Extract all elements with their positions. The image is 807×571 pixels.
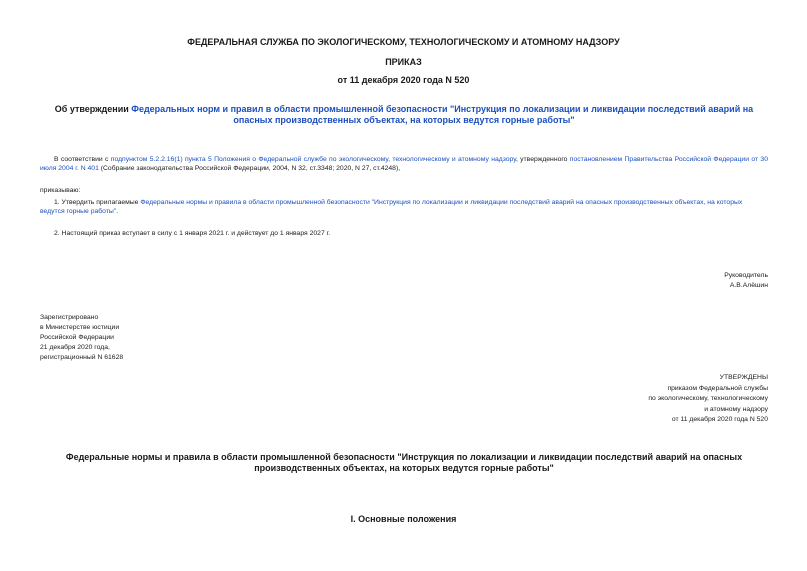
subject-link[interactable]: Федеральных норм и правил в области промышленной безопасности "Инструкция по локализации и ликвидации последствий аварий на опасных производственных объектах, на которых ведутся горные работы" xyxy=(131,104,754,125)
order-subject xyxy=(40,104,768,126)
preamble-tail: (Собрание законодательства Российской Федерации, 2004, N 32, ст.3348; 2020, N 27, ст.4248), xyxy=(98,165,401,172)
approval-block xyxy=(500,373,768,426)
document-type: ПРИКАЗ xyxy=(385,57,422,67)
item1-link[interactable]: Федеральные нормы и правила в области промышленной безопасности "Инструкция по локализации и ликвидации последствий аварий на опасных производственных объектах, на которых ведутся горные работы" xyxy=(40,199,743,215)
preamble-link-decree[interactable]: постановлением Правительства Российской Федерации от 30 июля 2004 г. N 401 xyxy=(40,156,768,172)
approval-line-3: по экологическому, технологическому xyxy=(648,395,768,402)
agency-name: ФЕДЕРАЛЬНАЯ СЛУЖБА ПО ЭКОЛОГИЧЕСКОМУ, ТЕХНОЛОГИЧЕСКОМУ И АТОМНОМУ НАДЗОРУ xyxy=(187,37,620,47)
registration-line-4: 21 декабря 2020 года, xyxy=(40,344,110,351)
signature-name: А.В.Алёшин xyxy=(729,282,768,289)
item1-suffix: . xyxy=(116,208,119,215)
approval-line-4: и атомному надзору xyxy=(704,405,768,413)
subject-prefix: Об утверждении xyxy=(54,104,132,114)
signature-role: Руководитель xyxy=(724,272,768,279)
preamble-link-regulation[interactable]: подпунктом 5.2.2.16(1) пункта 5 Положения о Федеральной службе по экологическому, технологическому и атомному надзору xyxy=(110,156,516,163)
preamble-paragraph xyxy=(40,155,768,173)
item1-prefix: 1. Утвердить прилагаемые xyxy=(54,199,141,206)
document-date: от 11 декабря 2020 года N 520 xyxy=(337,75,470,85)
order-item-1 xyxy=(40,198,768,216)
section-1-title: I. Основные положения xyxy=(350,514,457,524)
preamble-intro: В соответствии с xyxy=(54,156,111,163)
registration-line-5: регистрационный N 61628 xyxy=(40,354,124,361)
order-word: приказываю: xyxy=(40,187,81,194)
registration-line-2: в Министерстве юстиции xyxy=(40,324,120,331)
order-item-2: 2. Настоящий приказ вступает в силу с 1 января 2021 г. и действует до 1 января 2027 г. xyxy=(54,230,331,237)
approval-line-1: УТВЕРЖДЕНЫ xyxy=(719,374,768,381)
registration-line-1: Зарегистрировано xyxy=(40,314,99,321)
registration-line-3: Российской Федерации xyxy=(40,334,114,341)
preamble-mid: , утвержденного xyxy=(515,156,570,163)
norms-title: Федеральные нормы и правила в области промышленной безопасности "Инструкция по локализации и ликвидации последствий аварий на опасных производственных объектах, на которых ведутся горные работы" xyxy=(65,452,743,473)
registration-block xyxy=(40,313,123,363)
approval-line-2: приказом Федеральной службы xyxy=(667,384,768,392)
approval-line-5: от 11 декабря 2020 года N 520 xyxy=(671,416,768,423)
